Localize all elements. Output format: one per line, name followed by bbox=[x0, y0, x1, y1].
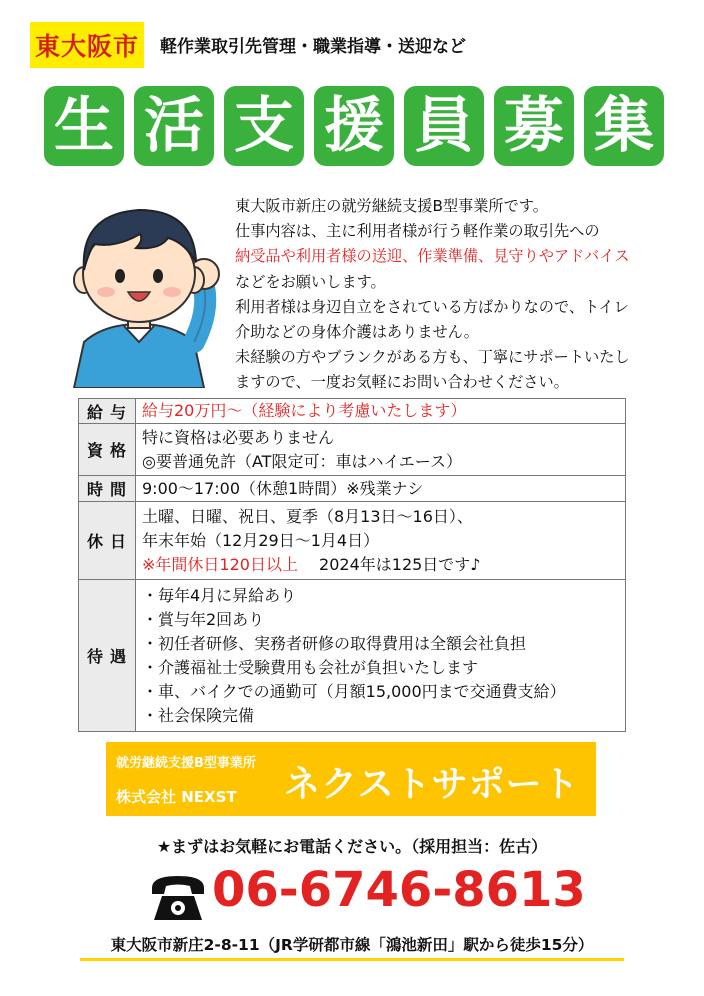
call-note: ★まずはお気軽にお電話ください。（採用担当：佐古） bbox=[156, 837, 548, 856]
headline-char: 募 bbox=[494, 86, 574, 166]
qualification-line: 特に資格は必要ありません bbox=[142, 427, 335, 447]
holidays-line: 土曜、日曜、祝日、夏季（8月13日～16日）、 bbox=[142, 506, 473, 526]
qualification-label: 資格 bbox=[79, 424, 136, 476]
salary-text: 給与20万円～（経験により考慮いたします） bbox=[142, 401, 467, 420]
headline-char: 支 bbox=[224, 86, 304, 166]
intro-line-highlight: 納受品や利用者様の送迎、作業準備、見守りやアドバイス bbox=[235, 247, 630, 266]
holidays-line: 年末年始（12月29日～1月4日） bbox=[142, 530, 380, 550]
headline-char: 集 bbox=[584, 86, 664, 166]
table-row bbox=[79, 502, 626, 580]
intro-line: 仕事内容は、主に利用者様が行う軽作業の取引先への bbox=[235, 222, 600, 241]
benefit-item: ・社会保険完備 bbox=[142, 705, 255, 725]
intro-line: ますので、一度お気軽にお問い合わせください。 bbox=[235, 373, 569, 392]
headline-char: 員 bbox=[404, 86, 484, 166]
headline-char: 活 bbox=[134, 86, 214, 166]
salary-label: 給与 bbox=[79, 399, 136, 424]
phone-number[interactable]: 06-6746-8613 bbox=[212, 862, 586, 918]
holidays-label: 休日 bbox=[79, 502, 136, 580]
table-row bbox=[79, 476, 626, 502]
intro-line: 利用者様は身辺自立をされている方ばかりなので、トイレ bbox=[235, 297, 629, 316]
table-row bbox=[79, 399, 626, 424]
qualification-line: ◎要普通免許（AT限定可：車はハイエース） bbox=[142, 451, 462, 471]
headline-char: 援 bbox=[314, 86, 394, 166]
benefit-item: ・介護福祉士受験費用も会社が負担いたします bbox=[142, 657, 479, 677]
benefits-label: 待遇 bbox=[79, 580, 136, 732]
telephone-icon bbox=[148, 870, 208, 924]
company-brand: ネクストサポート bbox=[284, 764, 580, 805]
holidays-2024-note: 2024年は125日です♪ bbox=[319, 554, 481, 574]
hours-text: 9:00～17:00（休憩1時間）※残業ナシ bbox=[142, 478, 424, 498]
benefits-value bbox=[136, 580, 626, 732]
hours-value bbox=[136, 476, 626, 502]
job-subtitle: 軽作業取引先管理・職業指導・送迎など bbox=[160, 37, 466, 57]
company-type: 就労継続支援B型事業所 bbox=[116, 756, 256, 771]
salary-value bbox=[136, 399, 626, 424]
intro-line: などをお願いします。 bbox=[235, 272, 386, 291]
benefit-item: ・賞与年2回あり bbox=[142, 609, 265, 629]
address: 東大阪市新庄2-8-11（JR学研都市線「鴻池新田」駅から徒歩15分） bbox=[80, 933, 624, 961]
intro-line: 介助などの身体介護はありません。 bbox=[235, 323, 479, 342]
hours-label: 時間 bbox=[79, 476, 136, 502]
table-row bbox=[79, 424, 626, 476]
city-badge: 東大阪市 bbox=[30, 22, 144, 68]
headline-char: 生 bbox=[44, 86, 124, 166]
benefit-item: ・車、バイクでの通勤可（月額15,000円まで交通費支給） bbox=[142, 681, 566, 701]
headline bbox=[44, 86, 664, 168]
benefit-item: ・毎年4月に昇給あり bbox=[142, 585, 297, 605]
job-details-table bbox=[78, 398, 626, 732]
holidays-line bbox=[142, 553, 619, 577]
table-row bbox=[79, 580, 626, 732]
intro-line: 未経験の方やブランクがある方も、丁寧にサポートいたし bbox=[235, 348, 630, 367]
holidays-value bbox=[136, 502, 626, 580]
intro-text bbox=[235, 194, 675, 396]
intro-line: 東大阪市新庄の就労継続支援B型事業所です。 bbox=[235, 197, 548, 215]
company-banner bbox=[106, 742, 596, 816]
annual-holidays-note: ※年間休日120日以上 bbox=[142, 554, 298, 574]
qualification-value bbox=[136, 424, 626, 476]
company-name: 株式会社 NEXST bbox=[116, 788, 237, 806]
staff-illustration bbox=[44, 192, 234, 388]
benefit-item: ・初任者研修、実務者研修の取得費用は全額会社負担 bbox=[142, 633, 527, 653]
